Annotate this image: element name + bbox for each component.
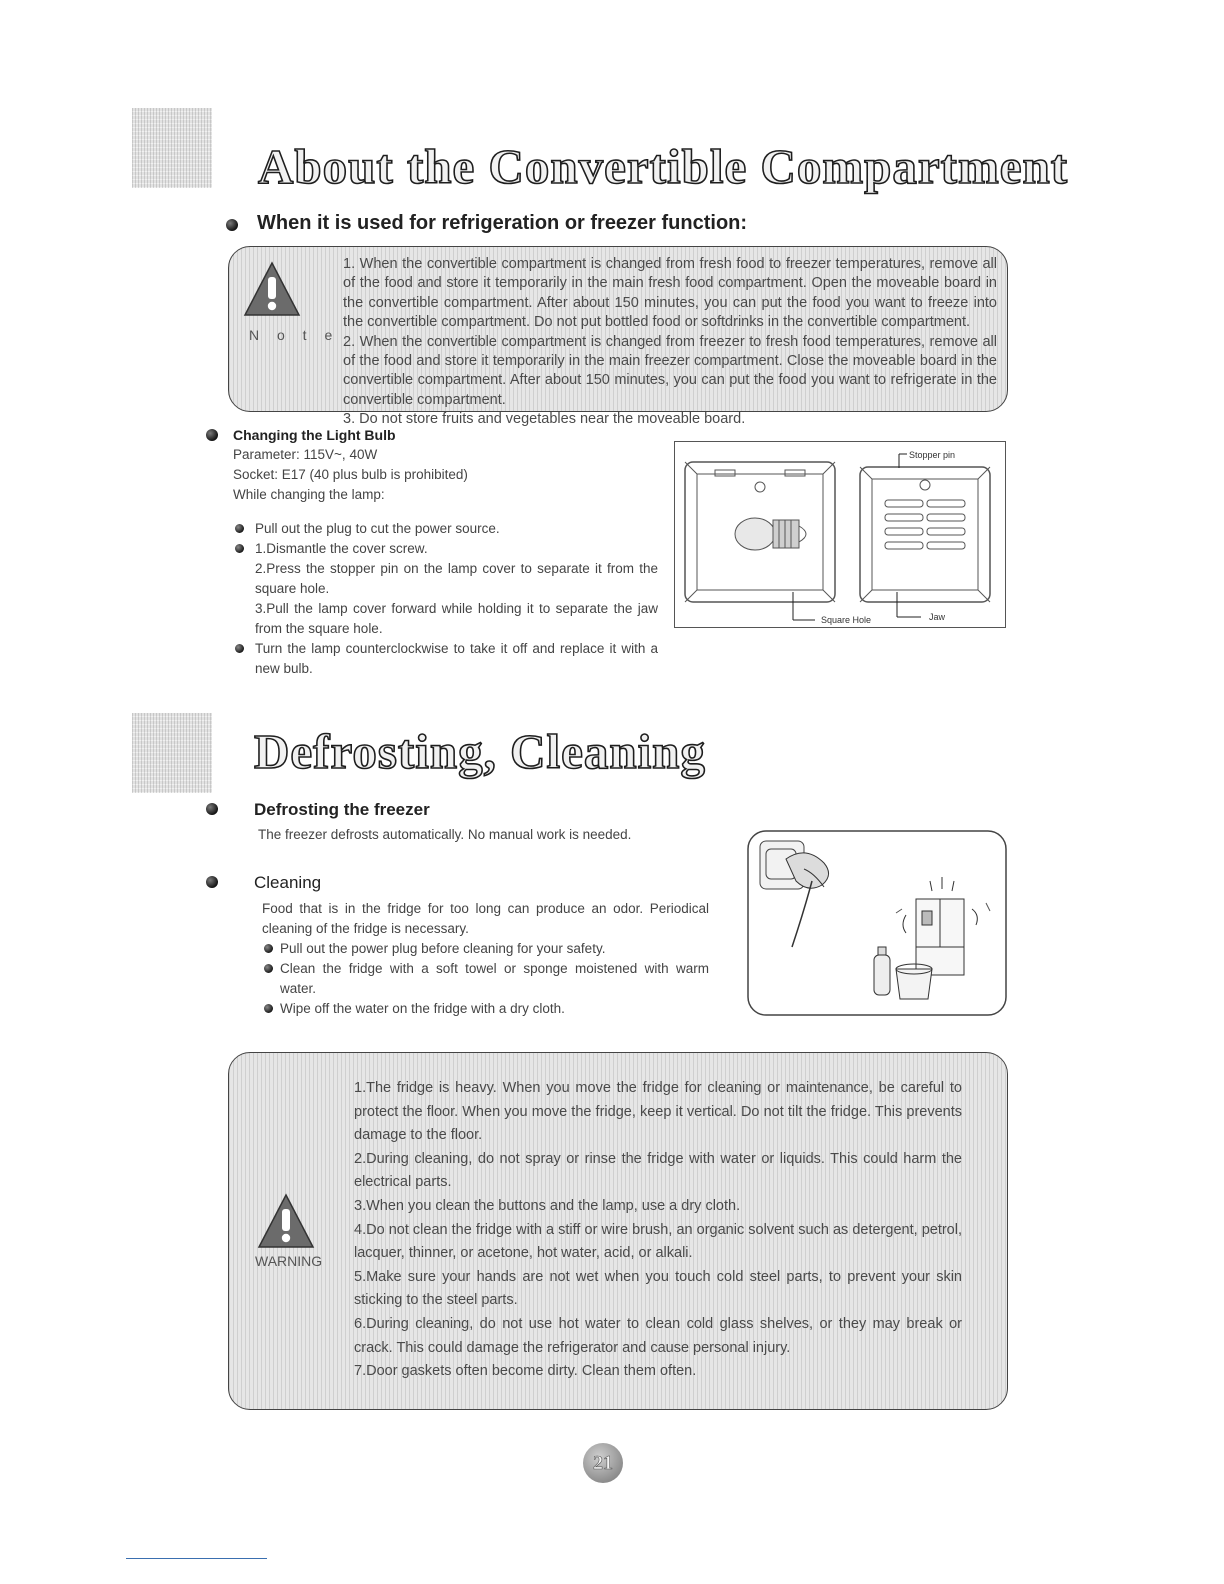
note-label: N o t e <box>249 327 340 343</box>
warning-label: WARNING <box>255 1253 323 1269</box>
bulb-steps <box>233 519 658 679</box>
section-title-defrosting: Defrosting, Cleaning <box>254 724 706 779</box>
bulb-socket: Socket: E17 (40 plus bulb is prohibited) <box>233 467 468 482</box>
bullet-icon <box>206 429 218 441</box>
cleaning-intro: Food that is in the fridge for too long can produce an odor. Periodical cleaning of the fridge is necessary. <box>262 901 709 936</box>
warning-triangle-icon <box>243 261 301 317</box>
defrost-text: The freezer defrosts automatically. No manual work is needed. <box>258 827 632 842</box>
warning-item: 5.Make sure your hands are not wet when you touch cold steel parts, to prevent your skin sticking to the steel parts. <box>354 1268 962 1309</box>
list-item: Turn the lamp counterclockwise to take it off and replace it with a new bulb. <box>233 639 658 679</box>
warning-box <box>228 1052 1008 1410</box>
note-item: 2. When the convertible compartment is changed from freezer to fresh food temperatures, remove all of the food and store it temporarily in the main freezer compartment. Close the moveable board in the convertible compartment. After about 150 minutes, you can put the food you want to refrigerate in the convertible compartment. <box>343 333 997 408</box>
list-item: Pull out the power plug before cleaning for your safety. <box>262 939 709 959</box>
cleaning-drawing <box>746 829 1008 1017</box>
cleaning-text <box>262 899 709 1019</box>
refrigeration-subheading: When it is used for refrigeration or freezer function: <box>257 212 748 234</box>
page-title: About the Convertible Compartment <box>258 139 1069 194</box>
list-item: Clean the fridge with a soft towel or sponge moistened with warm water. <box>262 959 709 999</box>
list-item: Pull out the plug to cut the power source. <box>233 519 658 539</box>
footer-rule <box>126 1558 267 1559</box>
note-item: 3. Do not store fruits and vegetables near the moveable board. <box>343 411 746 428</box>
square-hole-label: Square Hole <box>821 615 872 625</box>
cleaning-heading: Cleaning <box>254 873 322 892</box>
warning-item: 7.Door gaskets often become dirty. Clean them often. <box>354 1363 697 1380</box>
warning-triangle-icon <box>257 1193 315 1249</box>
list-item: 3.Pull the lamp cover forward while holding it to separate the jaw from the square hole. <box>255 601 658 636</box>
cleaning-illustration <box>746 829 1008 1017</box>
warning-item: 3.When you clean the buttons and the lamp, use a dry cloth. <box>354 1197 741 1214</box>
jaw-label: Jaw <box>929 612 946 622</box>
bulb-params <box>233 445 663 505</box>
section-marker-square <box>132 108 212 188</box>
lamp-cover-drawing <box>675 442 1005 627</box>
bulb-parameter: Parameter: 115V~, 40W <box>233 447 378 462</box>
bulb-while: While changing the lamp: <box>233 487 385 502</box>
warning-item: 2.During cleaning, do not spray or rinse the fridge with water or liquids. This could harm the electrical parts. <box>354 1150 962 1191</box>
bulb-heading: Changing the Light Bulb <box>233 427 396 443</box>
warning-item: 6.During cleaning, do not use hot water to clean cold glass shelves, or they may break or crack. This could damage the refrigerator and cause personal injury. <box>354 1315 962 1356</box>
defrost-heading: Defrosting the freezer <box>254 800 430 819</box>
note-item: 1. When the convertible compartment is changed from fresh food to freezer temperatures, remove all of the food and store it temporarily in the main fresh food compartment. Open the moveable board in the convertible compartment. After about 150 minutes, you can put the food you want to freeze into the convertible compartment. Do not put bottled food or softdrinks in the convertible compartment. <box>343 256 997 331</box>
note-box <box>228 246 1008 428</box>
bullet-icon <box>206 803 218 815</box>
note-text <box>343 255 997 430</box>
list-item: 2.Press the stopper pin on the lamp cover to separate it from the square hole. <box>255 561 658 596</box>
stopper-pin-label: Stopper pin <box>909 450 956 460</box>
warning-item: 1.The fridge is heavy. When you move the fridge for cleaning or maintenance, be careful to protect the floor. When you move the fridge, keep it vertical. Do not tilt the fridge. This prevents damage to the floor. <box>354 1080 962 1144</box>
list-item: Wipe off the water on the fridge with a dry cloth. <box>262 999 709 1019</box>
page-number: 21 <box>583 1443 623 1483</box>
warning-text <box>354 1077 962 1384</box>
bullet-icon <box>206 876 218 888</box>
warning-item: 4.Do not clean the fridge with a stiff or wire brush, an organic solvent such as detergent, petrol, lacquer, thinner, or acetone, hot water, acid, or alkali. <box>354 1221 962 1262</box>
section-marker-square <box>132 713 212 793</box>
bullet-icon <box>226 219 238 231</box>
lamp-cover-diagram <box>674 441 1006 628</box>
list-item: 1.Dismantle the cover screw. <box>233 539 658 559</box>
